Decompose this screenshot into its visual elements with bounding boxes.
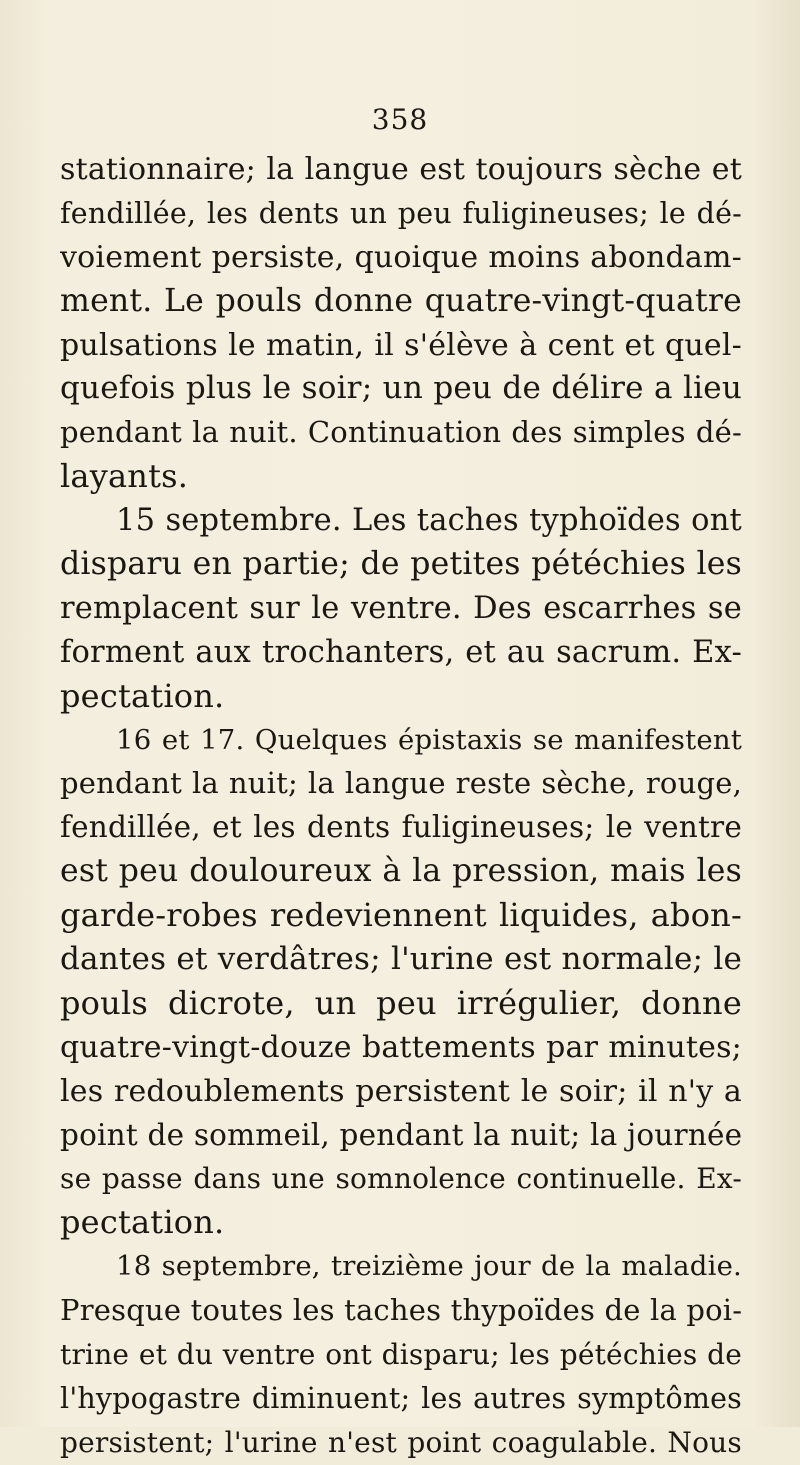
text-line: quefois plus le soir; un peu de délire a lieu	[60, 370, 742, 407]
text-line: disparu en partie; de petites pétéchies les	[60, 546, 742, 583]
text-line: voiement persiste, quoique moins abondam-	[60, 239, 742, 275]
text-line: stationnaire; la langue est toujours sèche et	[60, 152, 742, 187]
text-line: garde-robes redeviennent liquides, abon-	[60, 896, 742, 935]
text-line: 15 septembre. Les taches typhoïdes ont	[116, 503, 742, 539]
text-line: forment aux trochanters, et au sacrum. Ex-	[60, 634, 742, 670]
text-line: layants.	[60, 457, 189, 496]
text-line: pectation.	[60, 676, 225, 715]
text-line: dantes et verdâtres; l'urine est normale; le	[60, 941, 742, 978]
text-line: pendant la nuit. Continuation des simples dé-	[60, 415, 742, 450]
text-line: l'hypogastre diminuent; les autres symptômes	[60, 1381, 742, 1415]
body-text	[60, 148, 742, 1465]
text-line: les redoublements persistent le soir; il n'y a	[60, 1073, 742, 1109]
text-line: trine et du ventre ont disparu; les pétéchies de	[60, 1338, 742, 1372]
text-line: pulsations le matin, il s'élève à cent et quel-	[60, 327, 742, 363]
text-line: pendant la nuit; la langue reste sèche, rouge,	[60, 766, 742, 801]
text-line: 18 septembre, treizième jour de la maladie.	[116, 1250, 742, 1283]
text-line: fendillée, les dents un peu fuligineuses; le dé-	[60, 196, 742, 230]
text-line: Presque toutes les taches thypoïdes de la poi-	[60, 1293, 743, 1328]
text-line: remplacent sur le ventre. Des escarrhes se	[60, 590, 742, 626]
text-line: persistent; l'urine n'est point coagulable. Nous	[60, 1425, 742, 1459]
text-line: est peu douloureux à la pression, mais les	[60, 853, 742, 890]
text-line: ment. Le pouls donne quatre-vingt-quatre	[60, 282, 742, 319]
text-line: fendillée, et les dents fuligineuses; le ventre	[60, 810, 742, 845]
page-number: 358	[371, 103, 429, 136]
text-line: se passe dans une somnolence continuelle. Ex-	[60, 1162, 742, 1196]
text-line: quatre-vingt-douze battements par minutes;	[60, 1029, 742, 1065]
text-line: pouls dicrote, un peu irrégulier, donne	[60, 983, 742, 1022]
text-line: point de sommeil, pendant la nuit; la journée	[60, 1117, 743, 1152]
text-line: pectation.	[60, 1203, 225, 1242]
text-line: 16 et 17. Quelques épistaxis se manifestent	[116, 723, 742, 756]
